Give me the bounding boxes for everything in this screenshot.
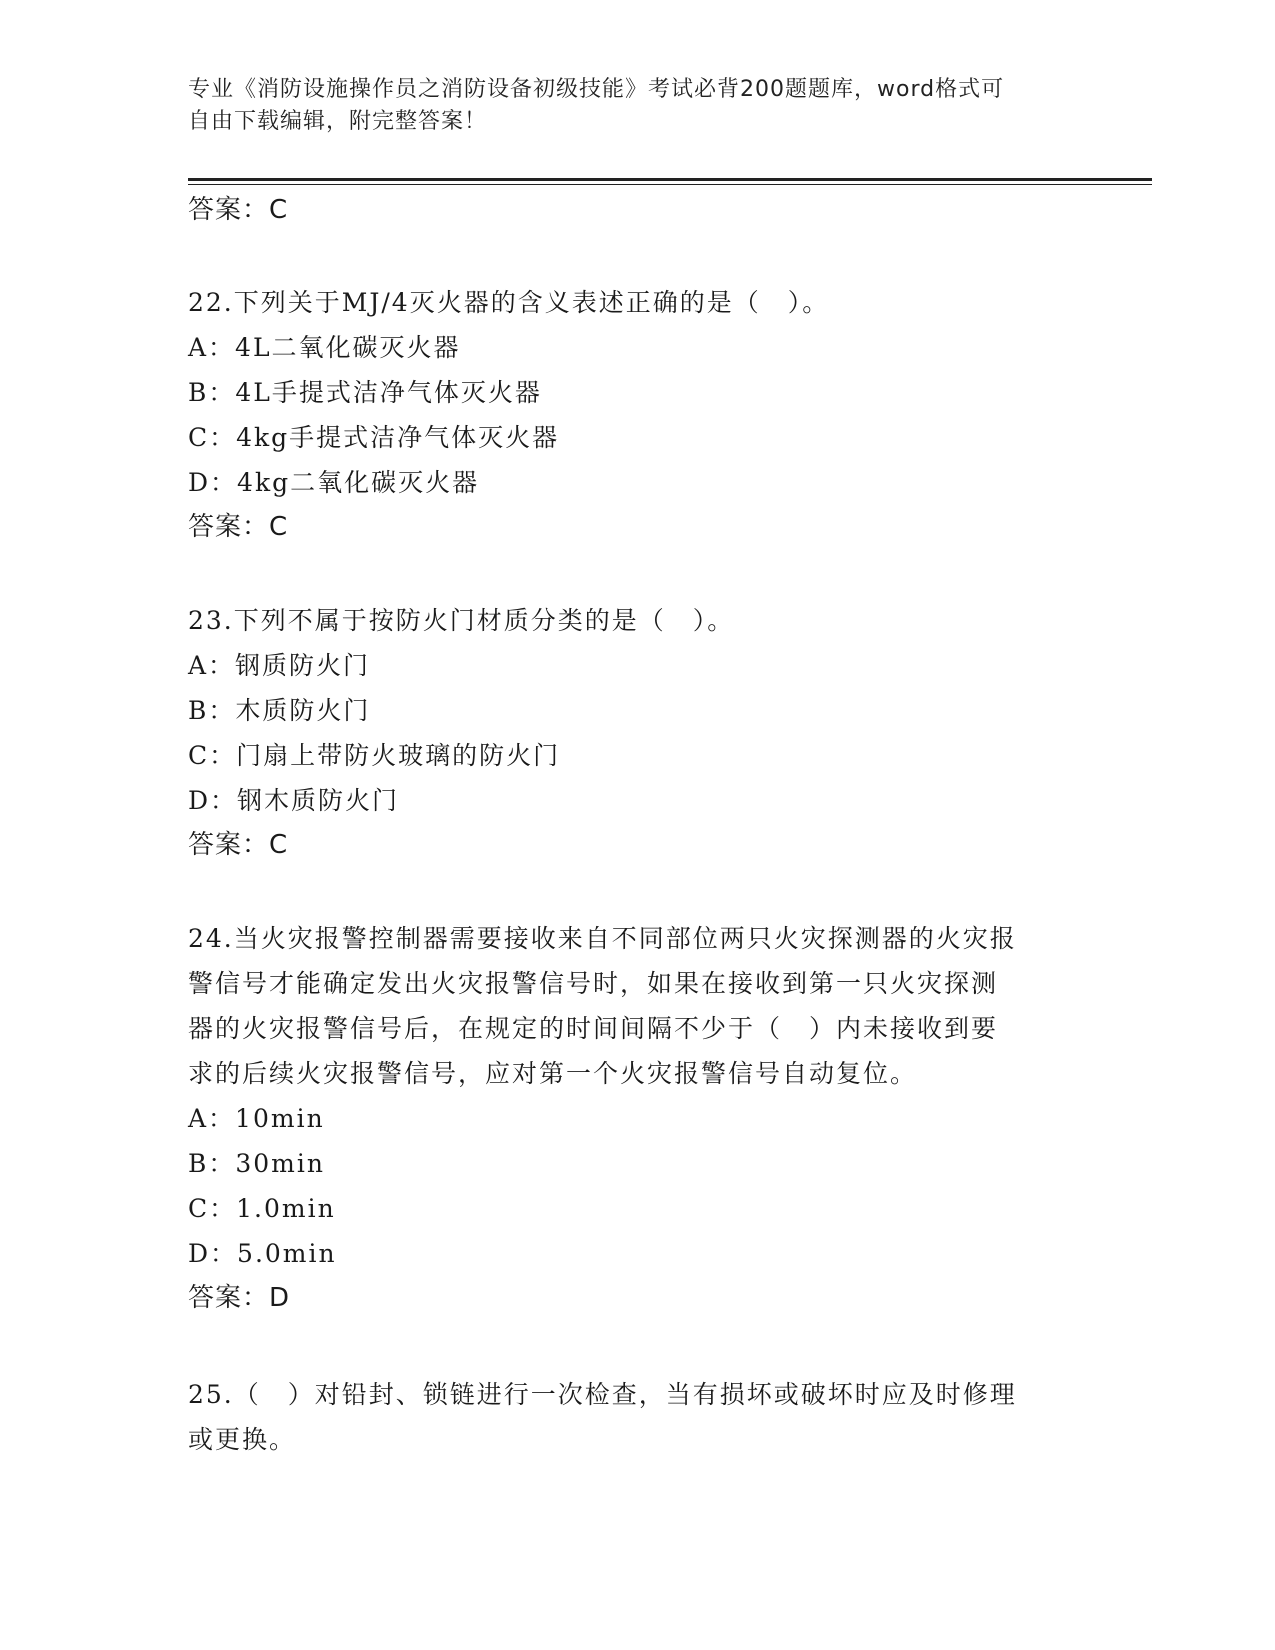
header-rule-thick [188,178,1152,181]
header-line-2: 自由下载编辑，附完整答案！ [188,109,488,134]
option-a: A：10min [188,1104,325,1133]
question-stem: 22.下列关于MJ/4灭火器的含义表述正确的是（ ）。 [188,288,830,317]
question-stem: 23.下列不属于按防火门材质分类的是（ ）。 [188,606,735,635]
option-b: B：木质防火门 [188,696,371,725]
header-rule-thin [188,184,1152,185]
answer-label: 答案：C [188,195,289,225]
question-stem-line-2: 警信号才能确定发出火灾报警信号时，如果在接收到第一只火灾探测 [188,969,999,998]
question-stem-line-3: 器的火灾报警信号后，在规定的时间间隔不少于（ ）内未接收到要 [188,1014,999,1043]
question-stem-line-1: 25.（ ）对铅封、锁链进行一次检查，当有损坏或破坏时应及时修理 [188,1380,1017,1409]
option-c: C：1.0min [188,1194,336,1223]
question-stem-line-4: 求的后续火灾报警信号，应对第一个火灾报警信号自动复位。 [188,1059,918,1088]
answer-label: 答案：C [188,830,289,860]
option-c: C：4kg手提式洁净气体灭火器 [188,423,560,452]
option-a: A：钢质防火门 [188,651,371,680]
option-b: B：30min [188,1149,325,1178]
header-line-1: 专业《消防设施操作员之消防设备初级技能》考试必背200题题库，word格式可 [188,77,1005,102]
option-c: C：门扇上带防火玻璃的防火门 [188,741,561,770]
question-22 [188,280,1088,550]
answer-label: 答案：C [188,512,289,542]
option-a: A：4L二氧化碳灭火器 [188,333,461,362]
option-d: D：钢木质防火门 [188,786,400,815]
option-b: B：4L手提式洁净气体灭火器 [188,378,542,407]
question-23 [188,598,1088,868]
answer-label: 答案：D [188,1283,291,1313]
previous-answer-block [188,188,1088,233]
page-header [188,74,1068,138]
question-24 [188,916,1088,1321]
question-stem-line-1: 24.当火灾报警控制器需要接收来自不同部位两只火灾探测器的火灾报 [188,924,1017,953]
option-d: D：4kg二氧化碳灭火器 [188,468,480,497]
question-25 [188,1372,1088,1462]
option-d: D：5.0min [188,1239,337,1268]
question-stem-line-2: 或更换。 [188,1425,297,1454]
